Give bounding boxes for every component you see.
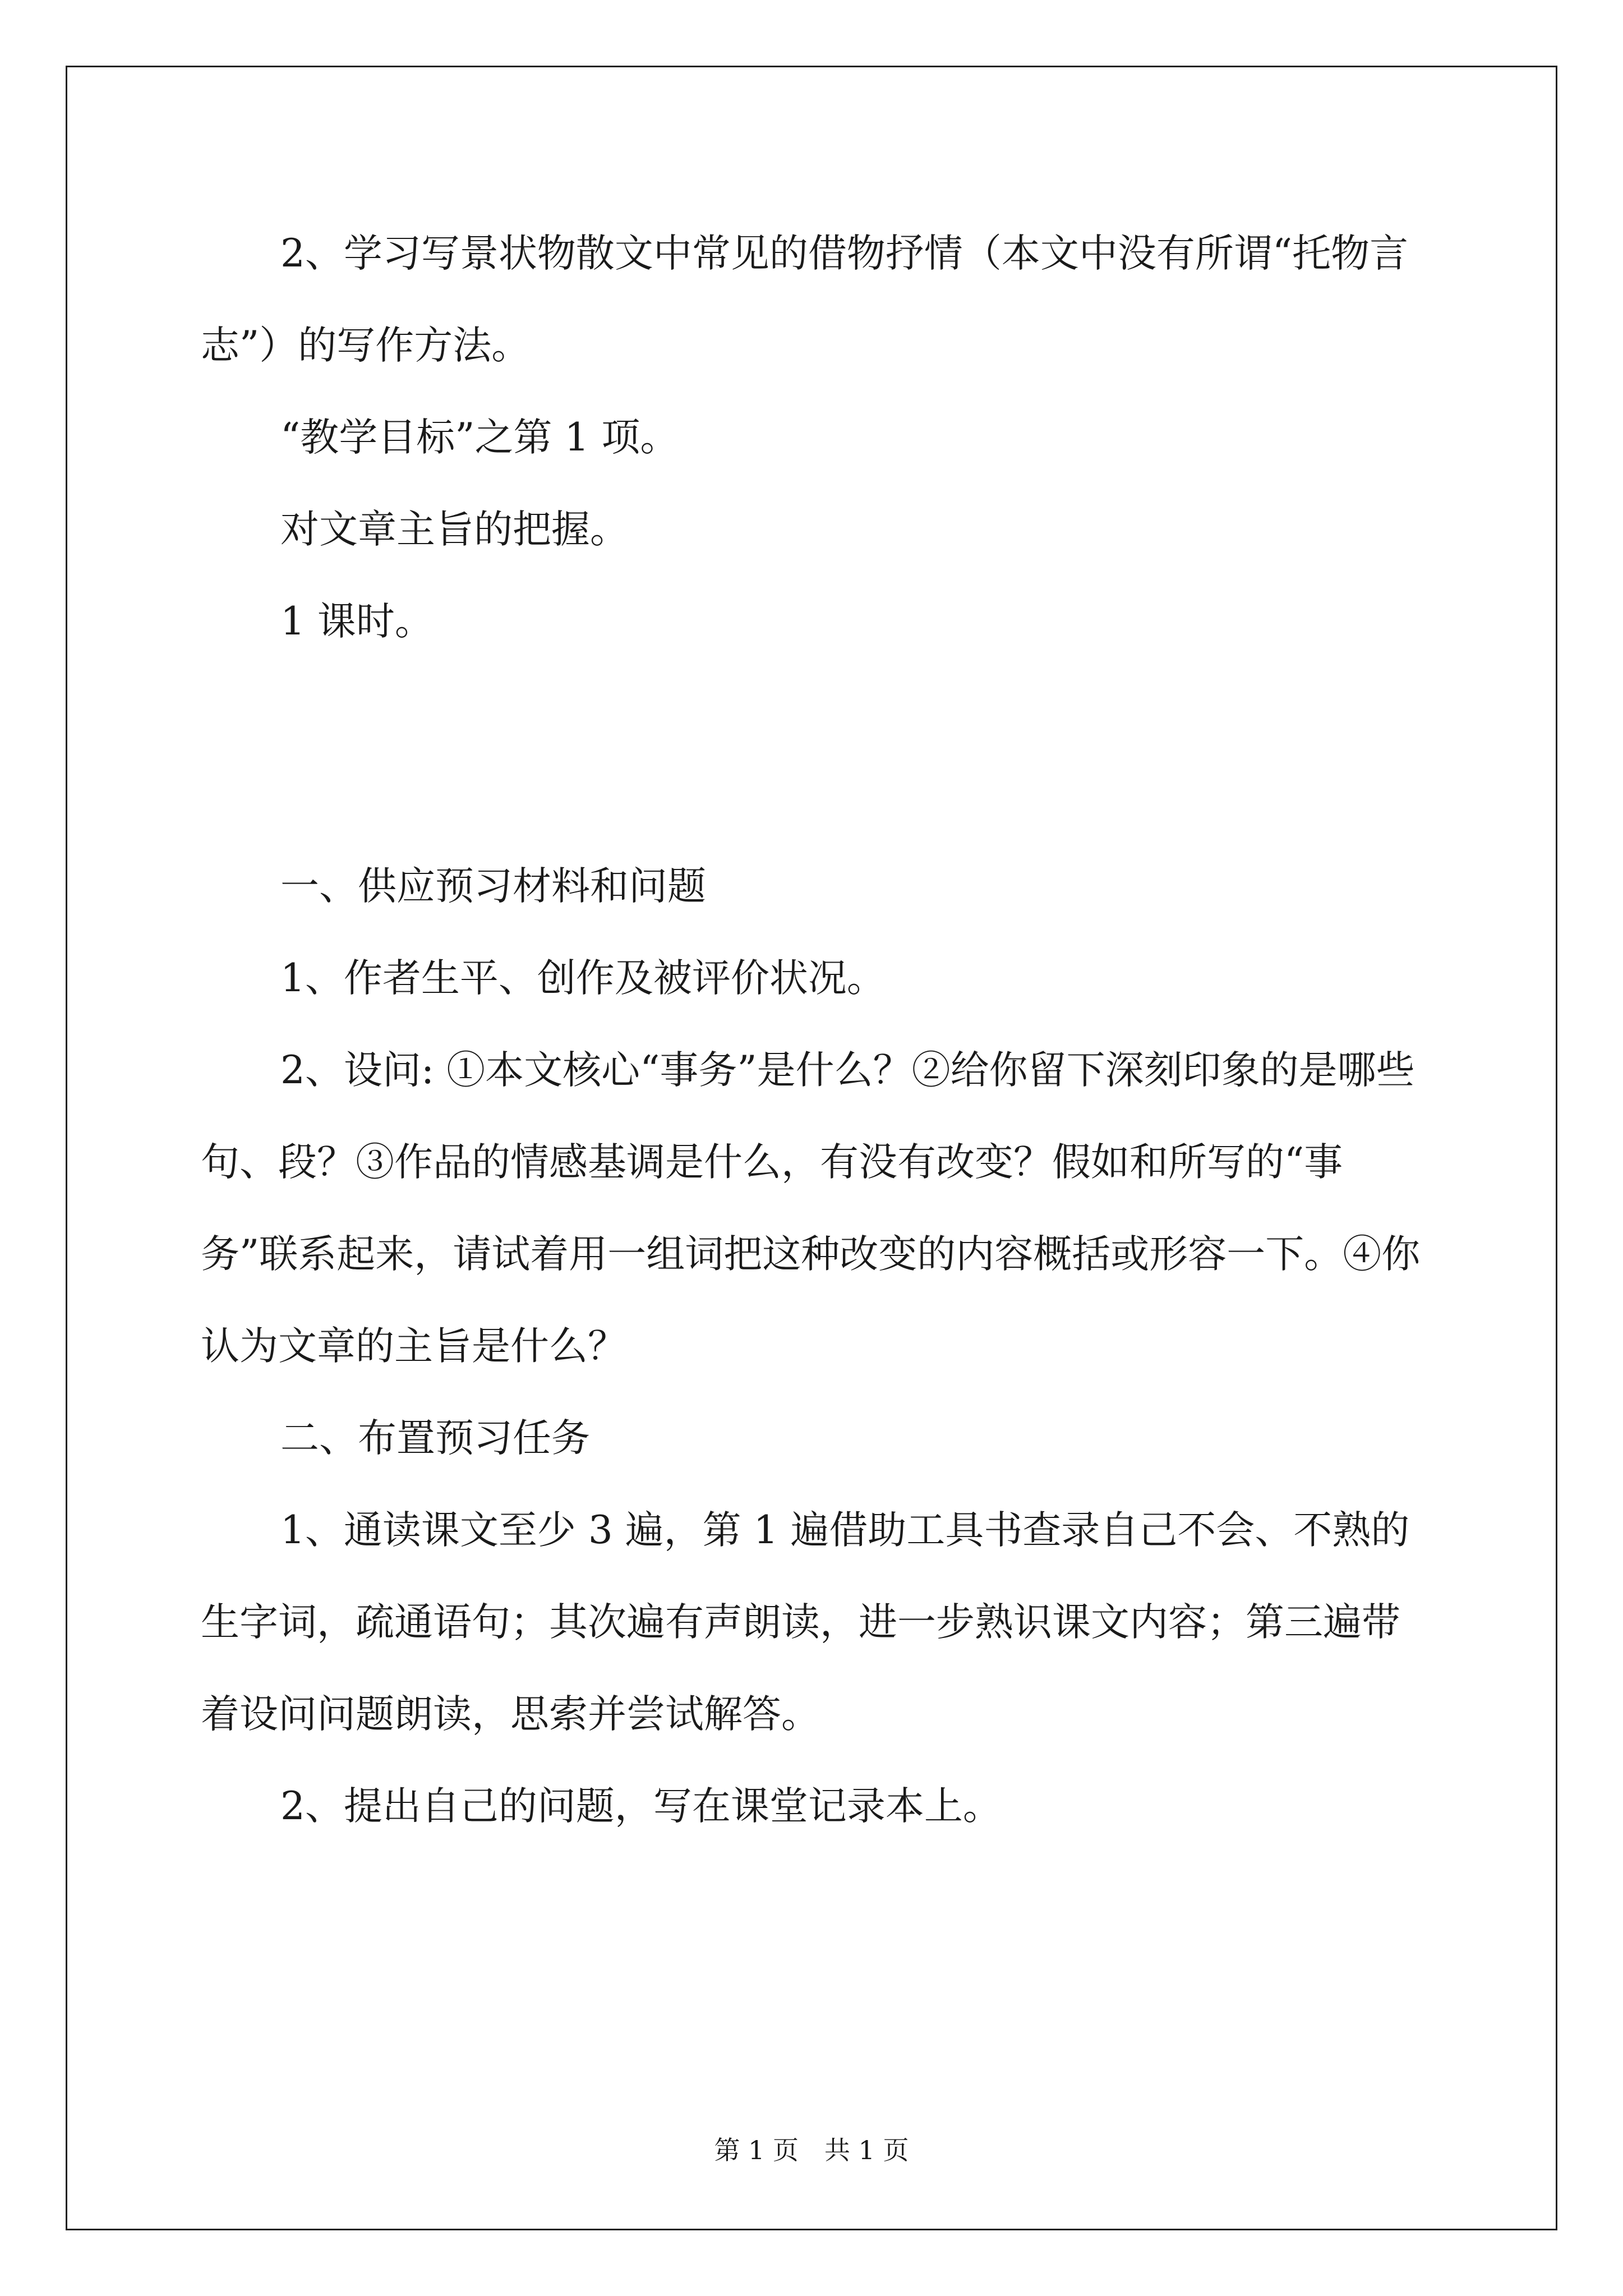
total-page-count: 共 1 页: [824, 2135, 909, 2165]
paragraph-difficulty: 对文章主旨的把握。: [280, 507, 629, 552]
paragraph-reading-task: 1、通读课文至少 3 遍，第 1 遍借助工具书查录自己不会、不熟的生字词，疏通语句；其次遍有声朗读，进一步熟识课文内容；第三遍带着设问问题朗读，思索并尝试解答。: [201, 1508, 1410, 1737]
paragraph-key-point: “教学目标”之第 1 项。: [280, 415, 679, 460]
paragraph-author-info: 1、作者生平、创作及被评价状况。: [280, 956, 886, 1001]
current-page-number: 第 1 页: [714, 2135, 799, 2165]
paragraph-question-task: 2、提出自己的问题，写在课堂记录本上。: [280, 1784, 1002, 1829]
section-heading-tasks: 二、布置预习任务: [280, 1416, 590, 1461]
paragraph-questions: 2、设问: ①本文核心“事务”是什么？②给你留下深刻印象的是哪些句、段？③作品的情感基调是什么，有没有改变？假如和所写的“事务”联系起来，请试着用一组词把这种改变的内容概括或形容一下。④你认为文章的主旨是什么？: [201, 1048, 1421, 1369]
section-heading-materials: 一、供应预习材料和问题: [280, 864, 706, 909]
page-footer: [0, 2133, 1623, 2167]
paragraph-objective-2: 2、学习写景状物散文中常见的借物抒情（本文中没有所谓“托物言志”）的写作方法。: [201, 231, 1409, 368]
paragraph-class-hours: 1 课时。: [280, 599, 434, 644]
